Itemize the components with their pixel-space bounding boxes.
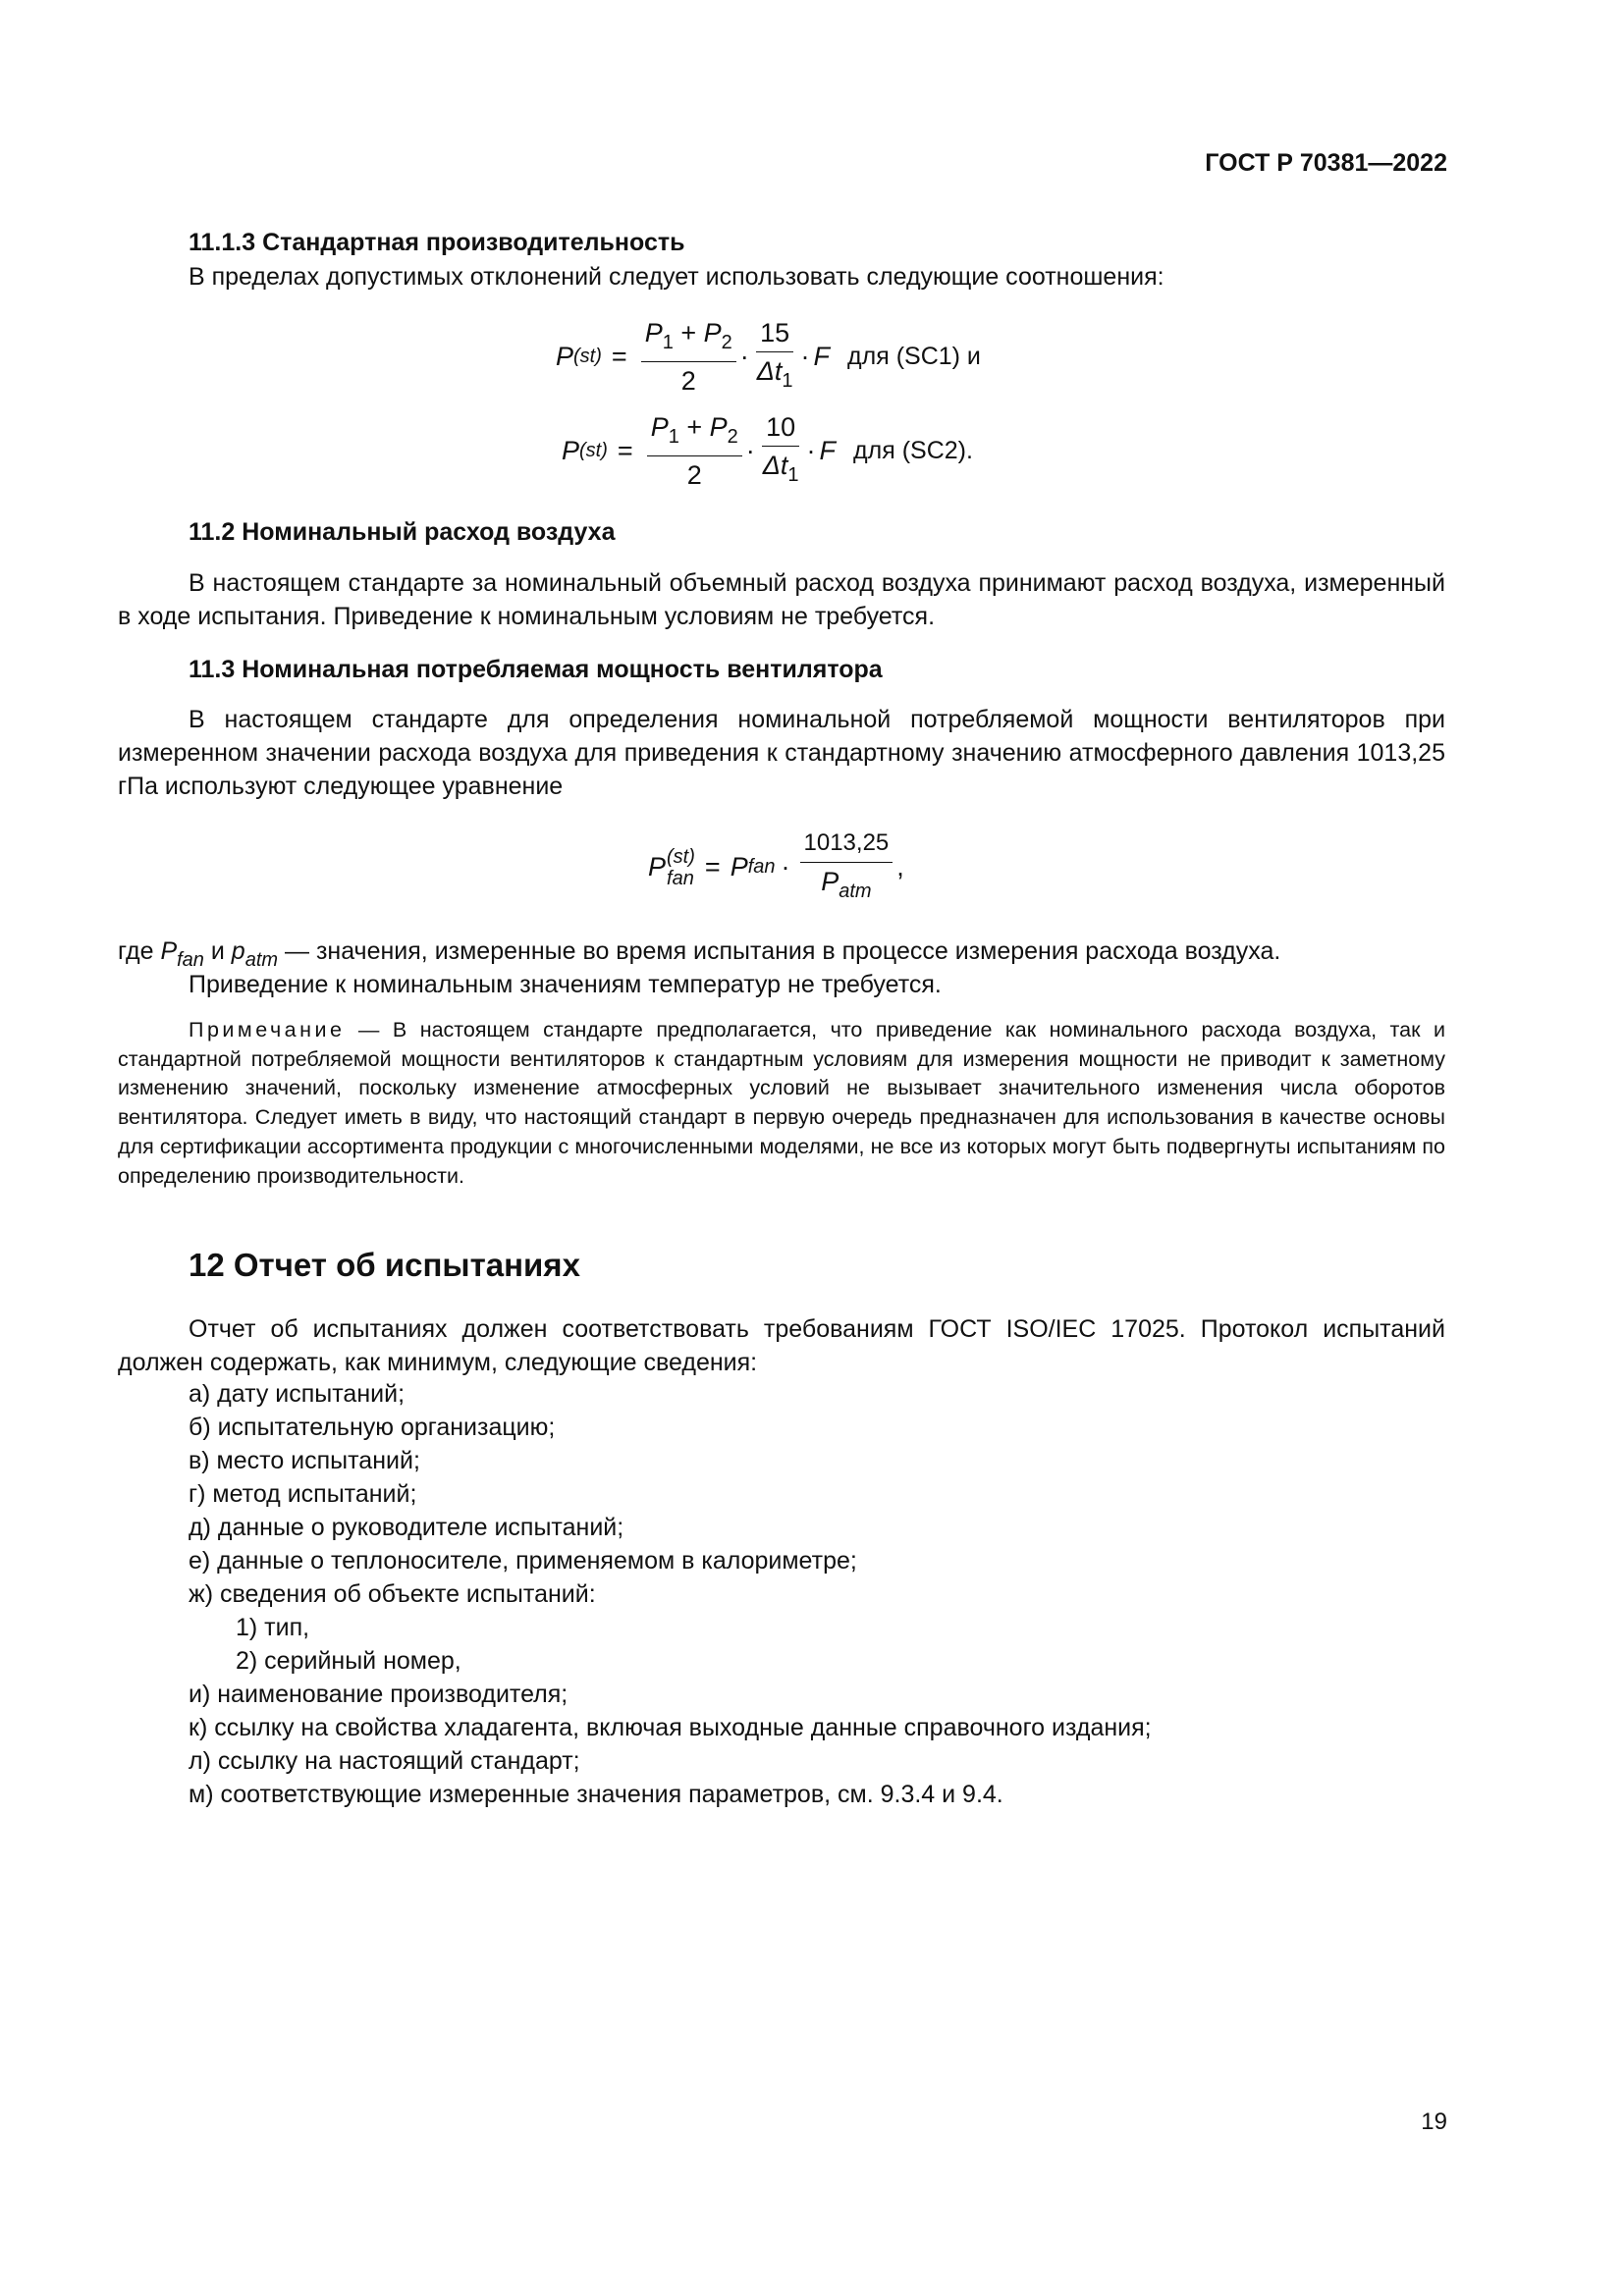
eq2-p2: P <box>709 412 728 442</box>
eq3-equals: = <box>704 852 721 881</box>
where-patm-sub: atm <box>244 949 279 971</box>
eq2-condition: для (SC2). <box>853 437 973 464</box>
heading-11-2: 11.2 Номинальный расход воздуха <box>189 518 616 546</box>
eq3-num: 1013,25 <box>800 827 893 863</box>
list-item: и) наименование производителя; <box>189 1681 568 1708</box>
where-and: и <box>203 937 232 965</box>
list-item: в) место испытаний; <box>189 1447 420 1474</box>
eq2-fraction-2 <box>759 410 803 492</box>
eq1-p1-sub: 1 <box>662 332 674 353</box>
list-item: е) данные о теплоносителе, применяемом в калориметре; <box>189 1547 857 1575</box>
eq1-equals: = <box>611 342 627 371</box>
paragraph-11-3: В настоящем стандарте для определения номинальной потребляемой мощности вентиляторов при измеренном значении расхода воздуха для приведения к стандартному значению атмосферного давления 1013,25 гПа используют следующее уравнение <box>118 706 1445 800</box>
eq2-f: F <box>819 436 837 465</box>
note-paragraph <box>118 1016 1445 1191</box>
list-item: л) ссылку на настоящий стандарт; <box>189 1747 580 1775</box>
eq1-delta-t: Δt <box>756 356 783 386</box>
where-pre: где <box>118 937 161 965</box>
list-subitem: 2) серийный номер, <box>236 1647 461 1675</box>
where-patm: p <box>231 937 245 965</box>
list-item: к) ссылку на свойства хладагента, включая выходные данные справочного издания; <box>189 1714 1152 1741</box>
eq1-frac1-den: 2 <box>680 366 696 396</box>
note-text: — В настоящем стандарте предполагается, что приведение как номинального расхода воздуха, так и стандартной потребляемой мощности вентиляторов к стандартным условиям для измерения мощности не приводит к заметному изменению значений, поскольку изменение атмосферных условий не вызывает значительного изменения числа оборотов вентилятора. Следует иметь в виду, что настоящий стандарт в первую очередь предназначен для использования в качестве основы для сертификации ассортимента продукции с многочисленными моделями, не все из которых могут быть подвергнуты испытаниям по определению производительности. <box>118 1018 1445 1188</box>
eq2-frac2-num: 10 <box>762 410 799 447</box>
eq3-lhs-scripts <box>667 846 695 889</box>
list-subitem: 1) тип, <box>236 1614 310 1641</box>
eq2-frac1-den: 2 <box>686 460 702 490</box>
list-item: б) испытательную организацию; <box>189 1414 556 1441</box>
eq2-lhs-sup: (st) <box>579 440 608 461</box>
eq2-delta-t-sub: 1 <box>787 464 799 486</box>
intro-11-1-3: В пределах допустимых отклонений следует использовать следующие соотношения: <box>189 263 1164 291</box>
heading-11-1-3: 11.1.3 Стандартная производительность <box>189 229 685 256</box>
eq3-lhs: P <box>648 852 667 881</box>
paragraph-11-2: В настоящем стандарте за номинальный объемный расход воздуха принимают расход воздуха, измеренный в ходе испытания. Приведение к номинальным условиям не требуется. <box>118 569 1445 630</box>
eq2-lhs: P <box>562 436 580 465</box>
document-code: ГОСТ Р 70381—2022 <box>1205 149 1447 177</box>
eq1-frac2-num: 15 <box>756 316 793 352</box>
eq3-den <box>817 863 875 908</box>
eq1-lhs: P <box>556 342 574 371</box>
list-item: ж) сведения об объекте испытаний: <box>189 1580 596 1608</box>
paragraph-section-12: Отчет об испытаниях должен соответствовать требованиям ГОСТ ISO/IEC 17025. Протокол испытаний должен содержать, как минимум, следующие сведения: <box>118 1315 1445 1376</box>
eq3-fraction <box>800 827 893 908</box>
eq2-p2-sub: 2 <box>727 426 738 448</box>
eq1-frac2-den <box>753 352 797 398</box>
equation-sc1 <box>556 316 981 398</box>
eq2-dot-2: · <box>806 436 816 465</box>
eq1-plus: + <box>680 318 697 347</box>
eq2-dot-1: · <box>745 436 755 465</box>
eq2-equals: = <box>617 436 633 465</box>
eq1-dot-2: · <box>800 342 810 371</box>
eq3-lhs-sub: fan <box>667 867 694 889</box>
eq1-p1: P <box>644 318 663 347</box>
heading-11-3: 11.3 Номинальная потребляемая мощность вентилятора <box>189 656 883 683</box>
eq2-delta-t: Δt <box>762 451 788 480</box>
eq3-patm: P <box>821 867 839 896</box>
eq1-f: F <box>813 342 831 371</box>
eq1-condition: для (SC1) и <box>847 343 981 370</box>
equation-sc2 <box>562 410 973 492</box>
equation-fan-power <box>648 827 904 908</box>
heading-section-12: 12 Отчет об испытаниях <box>189 1247 580 1283</box>
eq3-lhs-sup: (st) <box>667 845 695 868</box>
eq1-p2-sub: 2 <box>721 332 732 353</box>
eq1-dot-1: · <box>739 342 749 371</box>
where-pfan: P <box>160 937 178 965</box>
temperature-line: Приведение к номинальным значениям температур не требуется. <box>189 971 942 998</box>
eq3-rhs-sub: fan <box>747 856 776 878</box>
eq1-p2: P <box>703 318 722 347</box>
eq3-comma: , <box>896 852 904 881</box>
eq3-rhs: P <box>730 852 748 881</box>
eq1-fraction-1 <box>641 316 736 398</box>
eq2-frac1-num <box>647 410 742 456</box>
list-item: м) соответствующие измеренные значения параметров, см. 9.3.4 и 9.4. <box>189 1781 1003 1808</box>
eq2-p1-sub: 1 <box>668 426 679 448</box>
list-item: д) данные о руководителе испытаний; <box>189 1514 624 1541</box>
list-item: г) метод испытаний; <box>189 1480 417 1508</box>
eq2-frac2-den <box>759 447 803 492</box>
where-post: — значения, измеренные во время испытания в процессе измерения расхода воздуха. <box>278 937 1281 965</box>
eq1-frac1-num <box>641 316 736 362</box>
list-item: а) дату испытаний; <box>189 1380 406 1408</box>
eq1-delta-t-sub: 1 <box>782 370 793 392</box>
eq2-p1: P <box>650 412 669 442</box>
note-label: Примечание <box>189 1018 346 1041</box>
where-pfan-sub: fan <box>177 949 204 971</box>
eq2-fraction-1 <box>647 410 742 492</box>
eq1-lhs-sup: (st) <box>573 346 602 367</box>
eq1-fraction-2 <box>753 316 797 398</box>
page-number: 19 <box>1421 2109 1447 2135</box>
eq2-plus: + <box>686 412 703 442</box>
eq3-dot: · <box>781 852 790 881</box>
where-line <box>118 937 1280 972</box>
eq3-patm-sub: atm <box>839 881 872 902</box>
